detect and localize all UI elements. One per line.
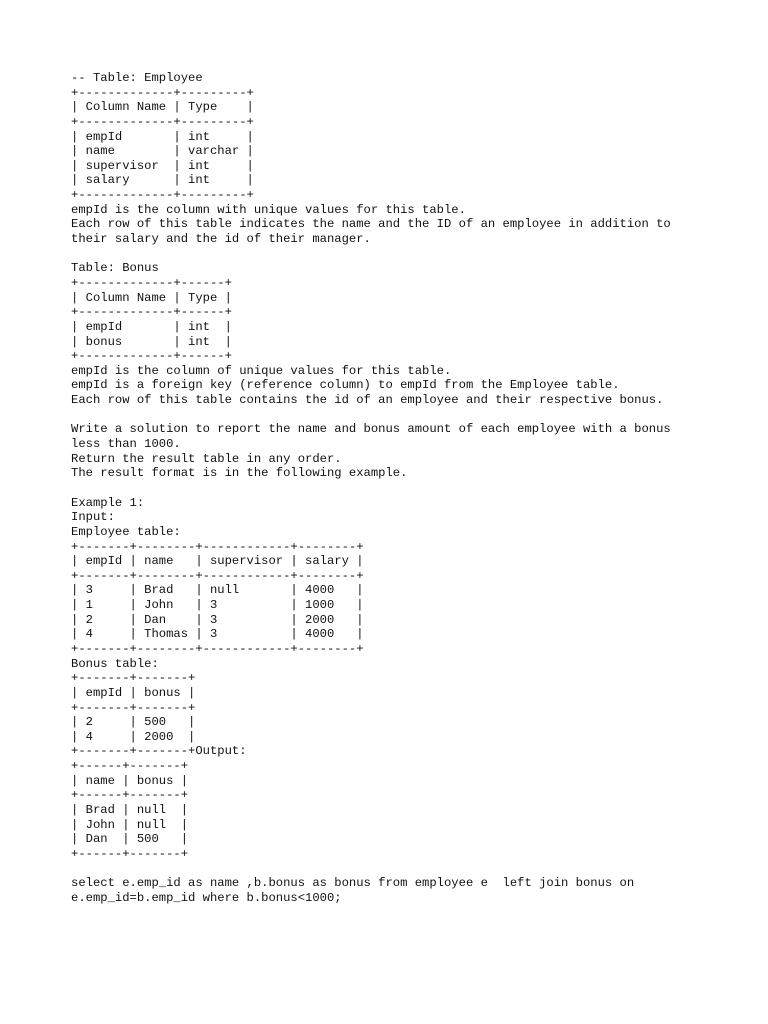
document-line: | 3 | Brad | null | 4000 | [71, 583, 364, 598]
document-line: less than 1000. [71, 437, 181, 452]
document-line: | supervisor | int | [71, 158, 254, 173]
document-line: +-------+-------+ [71, 700, 196, 715]
document-line: -- Table: Employee [71, 71, 203, 85]
document-line: +-------+--------+------------+--------+ [71, 539, 364, 554]
document-line: The result format is in the following example. [71, 466, 408, 481]
document-line: | Brad | null | [71, 803, 189, 818]
document-line: +-------+--------+------------+--------+ [71, 568, 364, 583]
document-line: +-------------+------+ [71, 305, 232, 320]
document-line: | name | bonus | [71, 773, 189, 788]
document-line: empId is the column with unique values for this table. [71, 202, 466, 217]
document-line: | salary | int | [71, 173, 254, 188]
document-line: empId is the column of unique values for this table. [71, 363, 452, 378]
document-line: select e.emp_id as name ,b.bonus as bonus from employee e left join bonus on [71, 876, 635, 891]
document-line: Each row of this table indicates the name and the ID of an employee in addition to [71, 217, 671, 232]
document-line: | 2 | 500 | [71, 715, 196, 730]
document-line: | Column Name | Type | [71, 290, 232, 305]
document-line: +------+-------+ [71, 788, 189, 803]
document-line: empId is a foreign key (reference column) to empId from the Employee table. [71, 378, 620, 393]
document-line: +------+-------+ [71, 759, 189, 774]
document-line: +-------------+------+ [71, 275, 232, 290]
document-line: | name | varchar | [71, 144, 254, 159]
document-line: Bonus table: [71, 656, 159, 671]
document-text [71, 71, 671, 906]
document-line: Each row of this table contains the id of an employee and their respective bonus. [71, 393, 664, 408]
document-line: | bonus | int | [71, 334, 232, 349]
document-line: | empId | bonus | [71, 685, 196, 700]
document-line [71, 481, 671, 496]
document-line [71, 247, 671, 262]
document-line: +-------------+------+ [71, 349, 232, 364]
document-line [71, 862, 671, 877]
document-line: +-------+--------+------------+--------+ [71, 641, 364, 656]
document-line: Write a solution to report the name and bonus amount of each employee with a bonus [71, 422, 671, 437]
document-line: | empId | int | [71, 129, 254, 144]
document-line: | empId | int | [71, 319, 232, 334]
document-line: | 1 | John | 3 | 1000 | [71, 598, 364, 613]
document-line: their salary and the id of their manager. [71, 232, 371, 247]
document-line: | 4 | Thomas | 3 | 4000 | [71, 627, 364, 642]
document-line: Table: Bonus [71, 261, 159, 276]
document-line: | 4 | 2000 | [71, 729, 196, 744]
document-line: Example 1: [71, 495, 145, 510]
document-line: Employee table: [71, 524, 181, 539]
document-line: | John | null | [71, 817, 189, 832]
document-line: | Column Name | Type | [71, 100, 254, 115]
document-line [71, 408, 671, 423]
document-line: | 2 | Dan | 3 | 2000 | [71, 612, 364, 627]
document-line: +-------------+---------+ [71, 188, 254, 203]
document-line: | Dan | 500 | [71, 832, 189, 847]
document-line: +-------+-------+ [71, 671, 196, 686]
document-line: +-------+-------+Output: [71, 744, 247, 759]
document-line: e.emp_id=b.emp_id where b.bonus<1000; [71, 890, 342, 905]
document-line: +-------------+---------+ [71, 85, 254, 100]
document-line: +------+-------+ [71, 846, 189, 861]
document-line: Input: [71, 510, 115, 525]
document-line: | empId | name | supervisor | salary | [71, 554, 364, 569]
document-line: Return the result table in any order. [71, 451, 342, 466]
document-line: +-------------+---------+ [71, 114, 254, 129]
